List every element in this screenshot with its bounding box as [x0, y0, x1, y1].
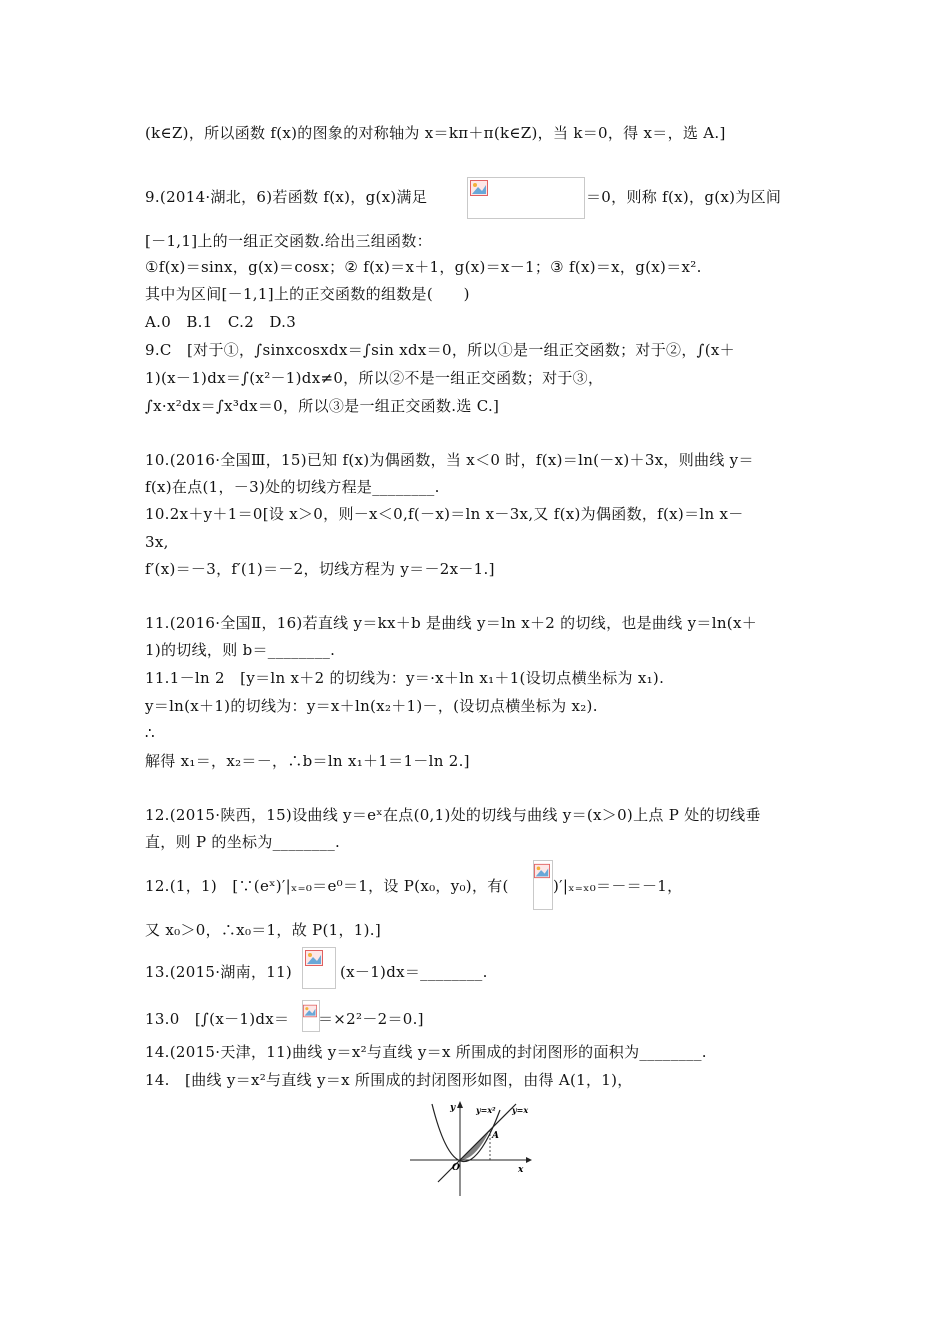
- broken-image-icon: [534, 863, 550, 879]
- problem-9-line3: ①f(x)＝sinx，g(x)＝cosx；② f(x)＝x＋1，g(x)＝x－1；③ f(x)＝x，g(x)＝x².: [145, 258, 702, 276]
- problem-13-stem-cont: (x－1)dx＝________.: [340, 963, 488, 981]
- problem-9-stem: 9.(2014·湖北，6)若函数 f(x)，g(x)满足: [145, 188, 428, 206]
- curve-label: y=x²: [476, 1105, 496, 1115]
- broken-image-icon: [470, 180, 488, 196]
- origin-label: O: [452, 1163, 460, 1173]
- x-axis-arrow: [526, 1157, 532, 1163]
- solution-11-line2: y＝ln(x＋1)的切线为：y＝x＋ln(x₂＋1)－，(设切点横坐标为 x₂).: [145, 697, 598, 715]
- y-axis-arrow: [457, 1101, 463, 1108]
- x-axis-label: x: [518, 1165, 524, 1175]
- line-label: y=x: [512, 1105, 529, 1115]
- problem-9-options: A.0 B.1 C.2 D.3: [145, 313, 297, 331]
- problem-13-stem: 13.(2015·湖南，11): [145, 963, 293, 981]
- formula-image-placeholder: [302, 947, 336, 989]
- problem-14: 14.(2015·天津，11)曲线 y＝x²与直线 y＝x 所围成的封闭图形的面积为________.: [145, 1043, 707, 1061]
- formula-image-placeholder: [533, 860, 553, 910]
- problem-9-line4: 其中为区间[－1,1]上的正交函数的组数是( ): [145, 285, 470, 303]
- point-a-label: A: [492, 1131, 499, 1141]
- solution-12-line1-cont: )′|ₓ₌ₓ₀＝－＝－1，: [553, 877, 683, 895]
- broken-image-icon: [305, 950, 323, 966]
- solution-10-line2: 3x,: [145, 533, 169, 551]
- solution-11-line3: ∴: [145, 724, 155, 742]
- solution-12-line2: 又 x₀＞0，∴x₀＝1，故 P(1，1).]: [145, 921, 381, 939]
- problem-9-stem-cont: ＝0，则称 f(x)，g(x)为区间: [586, 188, 782, 206]
- solution-line-8-end: (k∈Z)，所以函数 f(x)的图象的对称轴为 x＝kπ＋π(k∈Z)，当 k＝0，得 x＝，选 A.]: [145, 124, 726, 142]
- broken-image-icon: [303, 1003, 317, 1019]
- solution-9-line2: 1)(x－1)dx＝∫(x²－1)dx≠0，所以②不是一组正交函数；对于③，: [145, 369, 604, 387]
- solution-13-cont: ＝×2²－2＝0.]: [318, 1010, 424, 1028]
- problem-10-line1: 10.(2016·全国Ⅲ，15)已知 f(x)为偶函数，当 x＜0 时，f(x)＝ln(－x)＋3x，则曲线 y＝: [145, 451, 754, 469]
- solution-13: 13.0 [∫(x－1)dx＝: [145, 1010, 290, 1028]
- line-y-equals-x: [438, 1104, 516, 1182]
- solution-9-line1: 9.C [对于①，∫sinxcosxdx＝∫sin xdx＝0，所以①是一组正交函数；对于②，∫(x＋: [145, 341, 735, 359]
- solution-10-line3: f′(x)＝－3，f′(1)＝－2，切线方程为 y＝－2x－1.]: [145, 560, 495, 578]
- solution-10-line1: 10.2x＋y＋1＝0[设 x＞0，则－x＜0,f(－x)＝ln x－3x,又 f(x)为偶函数，f(x)＝ln x－: [145, 505, 744, 523]
- y-axis-label: y: [450, 1103, 456, 1113]
- solution-11-line1: 11.1－ln 2 [y＝ln x＋2 的切线为：y＝·x＋ln x₁＋1(设切点横坐标为 x₁).: [145, 669, 665, 687]
- solution-14-line1: 14. [曲线 y＝x²与直线 y＝x 所围成的封闭图形如图，由得 A(1，1)，: [145, 1071, 633, 1089]
- solution-11-line4: 解得 x₁＝，x₂＝－，∴b＝ln x₁＋1＝1－ln 2.]: [145, 752, 470, 770]
- problem-12-line1: 12.(2015·陕西，15)设曲线 y＝eˣ在点(0,1)处的切线与曲线 y＝(x＞0)上点 P 处的切线垂: [145, 806, 761, 824]
- formula-image-placeholder: [467, 177, 585, 219]
- problem-10-line2: f(x)在点(1，－3)处的切线方程是________.: [145, 478, 440, 496]
- solution-9-line3: ∫x·x²dx＝∫x³dx＝0，所以③是一组正交函数.选 C.]: [145, 397, 500, 415]
- problem-9-line2: [－1,1]上的一组正交函数.给出三组函数：: [145, 232, 432, 250]
- solution-12-line1: 12.(1，1) [∵(eˣ)′|ₓ₌₀＝e⁰＝1，设 P(x₀，y₀)，有(: [145, 877, 509, 895]
- problem-12-line2: 直，则 P 的坐标为________.: [145, 833, 341, 851]
- parabola-line-figure: [408, 1096, 538, 1200]
- problem-11-line1: 11.(2016·全国Ⅱ，16)若直线 y＝kx＋b 是曲线 y＝ln x＋2 的切线，也是曲线 y＝ln(x＋: [145, 614, 757, 632]
- problem-11-line2: 1)的切线，则 b＝________.: [145, 641, 336, 659]
